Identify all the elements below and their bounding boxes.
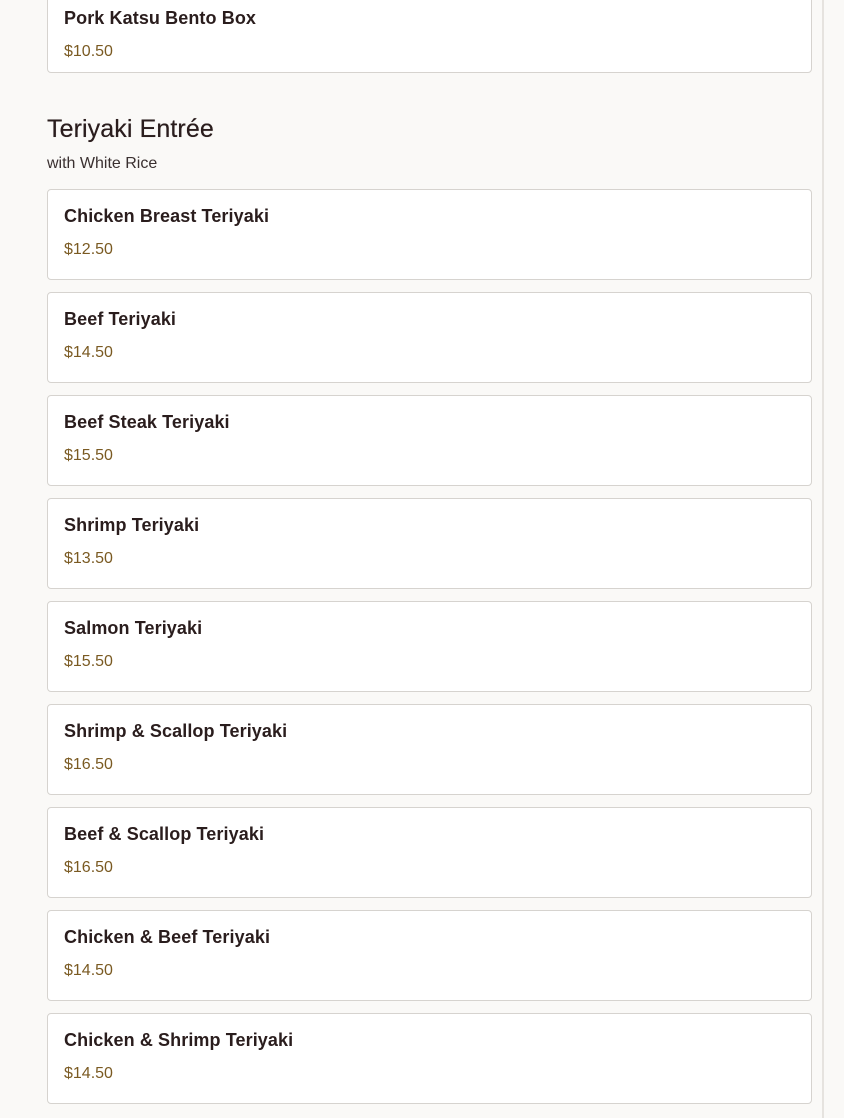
menu-item-price: $16.50 [64, 859, 113, 876]
menu-item-card[interactable] [47, 910, 812, 1001]
menu-item-price: $15.50 [64, 447, 113, 464]
menu-content [47, 0, 812, 1116]
menu-item-name: Chicken Breast Teriyaki [64, 206, 270, 226]
scroll-panel-divider [822, 0, 824, 1118]
section-subtitle: with White Rice [47, 155, 158, 172]
menu-item-card[interactable] [47, 498, 812, 589]
section-title: Teriyaki Entrée [47, 115, 214, 143]
menu-item-card[interactable] [47, 601, 812, 692]
menu-item-price: $10.50 [64, 43, 113, 60]
menu-item-price: $16.50 [64, 756, 113, 773]
menu-item-card[interactable] [47, 189, 812, 280]
menu-item-price: $14.50 [64, 344, 113, 361]
menu-item-price: $14.50 [64, 962, 113, 979]
menu-item-name: Shrimp & Scallop Teriyaki [64, 721, 288, 741]
menu-item-name: Beef Teriyaki [64, 309, 177, 329]
menu-item-card[interactable] [47, 395, 812, 486]
menu-item-card[interactable] [47, 1013, 812, 1104]
menu-item-card[interactable] [47, 807, 812, 898]
menu-item-name: Chicken & Shrimp Teriyaki [64, 1030, 294, 1050]
menu-item-name: Beef & Scallop Teriyaki [64, 824, 265, 844]
menu-item-name: Salmon Teriyaki [64, 618, 203, 638]
menu-item-price: $12.50 [64, 241, 113, 258]
menu-item-list [47, 189, 812, 1104]
menu-item-card[interactable] [47, 292, 812, 383]
menu-item-name: Pork Katsu Bento Box [64, 8, 257, 28]
menu-item-card[interactable] [47, 704, 812, 795]
menu-item-name: Shrimp Teriyaki [64, 515, 200, 535]
menu-item-card[interactable] [47, 0, 812, 73]
menu-item-name: Beef Steak Teriyaki [64, 412, 230, 432]
menu-item-name: Chicken & Beef Teriyaki [64, 927, 271, 947]
menu-item-price: $14.50 [64, 1065, 113, 1082]
section-header [47, 85, 812, 172]
menu-item-price: $13.50 [64, 550, 113, 567]
menu-item-price: $15.50 [64, 653, 113, 670]
